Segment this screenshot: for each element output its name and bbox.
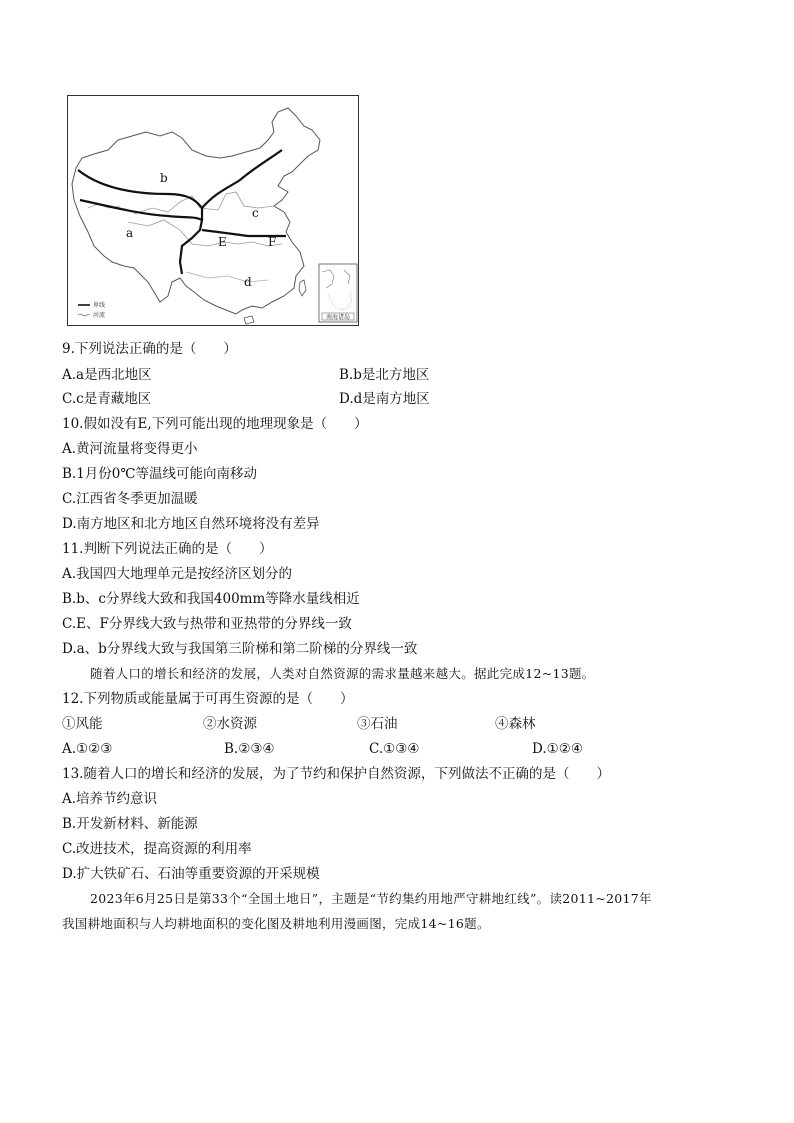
q10-option-d: D.南方地区和北方地区自然环境将没有差异 [62,516,320,532]
inset-label: 南海诸岛 [326,314,351,321]
q11-option-a: A.我国四大地理单元是按经济区划分的 [62,566,293,582]
region-label-E: E [218,235,227,249]
q9-option-d: D.d是南方地区 [339,391,430,407]
q12-item-1: ①风能 [62,716,103,732]
q12-item-3: ③石油 [357,716,398,732]
region-label-a: a [126,226,134,240]
passage-land-day-line1: 2023年6月25日是第33个“全国土地日”，主题是“节约集约用地严守耕地红线”。读2011~2017年 [90,891,652,906]
q11-stem: 11.判断下列说法正确的是（ ） [62,541,273,557]
q9-option-a: A.a是西北地区 [62,367,152,383]
map-graphic [68,96,360,327]
q10-stem: 10.假如没有E,下列可能出现的地理现象是（ ） [62,416,368,432]
q12-option-d: D.①②④ [532,741,583,757]
region-label-b: b [160,171,168,185]
legend-river-symbol [78,314,90,316]
boundary-tibet [80,200,202,274]
china-outline [72,108,320,314]
q13-option-b: B.开发新材料、新能源 [62,816,198,832]
legend-boundary-label: 界线 [93,302,106,309]
q12-option-b: B.②③④ [224,741,275,757]
q13-option-a: A.培养节约意识 [62,791,158,807]
q12-stem: 12.下列物质或能量属于可再生资源的是（ ） [62,691,354,707]
passage-resources: 随着人口的增长和经济的发展，人类对自然资源的需求量越来越大。据此完成12~13题。 [90,666,595,681]
q9-stem: 9.下列说法正确的是（ ） [62,341,237,357]
q13-option-d: D.扩大铁矿石、石油等重要资源的开采规模 [62,866,320,882]
taiwan-outline [299,280,306,296]
q12-item-2: ②水资源 [203,716,257,732]
region-label-c: c [252,206,259,220]
q12-option-a: A.①②③ [62,741,113,757]
q9-option-c: C.c是青藏地区 [62,391,152,407]
q11-option-b: B.b、c分界线大致和我国400mm等降水量线相近 [62,591,360,607]
q10-option-b: B.1月份0℃等温线可能向南移动 [62,466,257,482]
boundary-b-north [202,150,282,208]
q10-option-c: C.江西省冬季更加温暖 [62,491,198,507]
china-regions-map [67,95,359,326]
region-label-F: F [268,235,277,249]
passage-land-day-line2: 我国耕地面积与人均耕地面积的变化图及耕地利用漫画图，完成14~16题。 [62,916,490,931]
hainan-outline [244,316,254,324]
yangtze-river [128,220,282,246]
q12-item-4: ④森林 [495,716,536,732]
q9-option-b: B.b是北方地区 [339,367,430,383]
q12-option-c: C.①③④ [369,741,420,757]
legend-river-label: 河流 [93,312,106,319]
region-label-d: d [244,275,252,289]
q11-option-c: C.E、F分界线大致与热带和亚热带的分界线一致 [62,616,352,632]
q10-option-a: A.黄河流量将变得更小 [62,441,198,457]
q13-stem: 13.随着人口的增长和经济的发展，为了节约和保护自然资源，下列做法不正确的是（ ） [62,766,610,782]
q11-option-d: D.a、b分界线大致与我国第三阶梯和第二阶梯的分界线一致 [62,641,418,657]
river-south [186,272,268,282]
q13-option-c: C.改进技术，提高资源的利用率 [62,841,252,857]
